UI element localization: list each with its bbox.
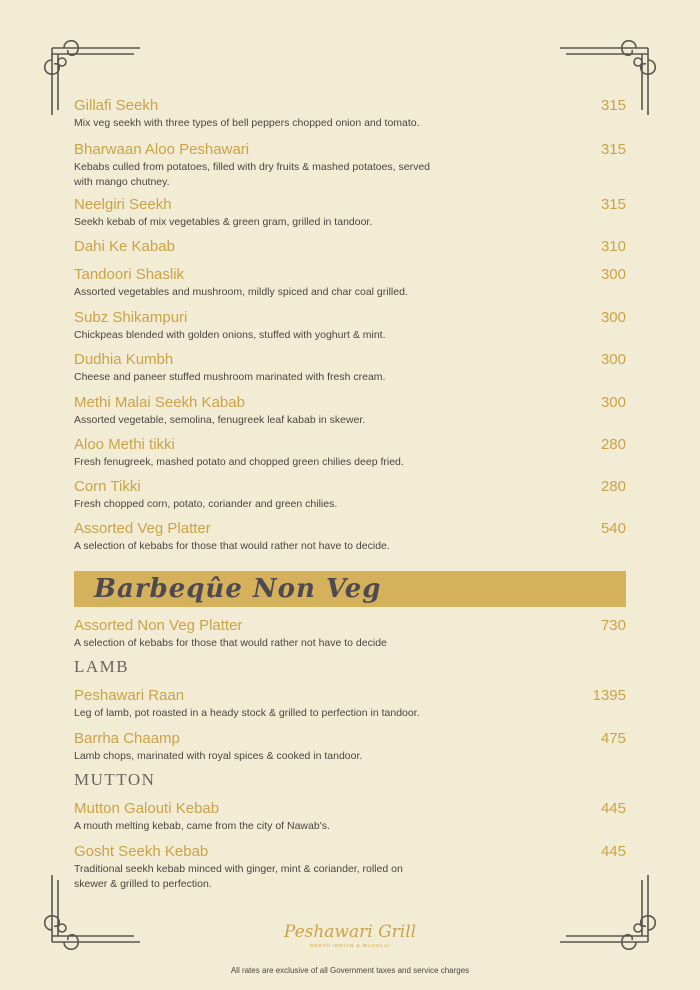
item-name: Assorted Veg Platter: [74, 520, 211, 537]
item-name: Corn Tikki: [74, 478, 141, 495]
item-description: Assorted vegetable, semolina, fenugreek leaf kabab in skewer.: [74, 414, 366, 426]
item-price: 310: [600, 238, 626, 255]
item-description: Kebabs culled from potatoes, filled with dry fruits & mashed potatoes, served with mango chutney.: [74, 161, 431, 188]
item-name: Peshawari Raan: [74, 687, 185, 704]
item-name: Barrha Chaamp: [74, 730, 180, 747]
item-price: 475: [600, 730, 626, 747]
item-name: Methi Malai Seekh Kabab: [74, 394, 245, 411]
item-price: 1395: [592, 687, 626, 704]
logo-tagline: NORTH INDIAN & MUGHLAI: [309, 943, 391, 948]
section-banner-title: Barbeqûe Non Veg: [94, 574, 382, 604]
item-price: 540: [600, 520, 626, 537]
footer-note: All rates are exclusive of all Government taxes and service charges: [230, 966, 470, 975]
item-description: Assorted vegetables and mushroom, mildly spiced and char coal grilled.: [74, 286, 408, 298]
item-description: Chickpeas blended with golden onions, stuffed with yoghurt & mint.: [74, 329, 386, 341]
item-price: 315: [600, 97, 626, 114]
item-description: Leg of lamb, pot roasted in a heady stock & grilled to perfection in tandoor.: [74, 707, 420, 719]
item-name: Mutton Galouti Kebab: [74, 800, 220, 817]
item-name: Assorted Non Veg Platter: [74, 617, 243, 634]
item-price: 300: [600, 309, 626, 326]
item-price: 300: [600, 266, 626, 283]
item-name: Gosht Seekh Kebab: [74, 843, 209, 860]
section-banner: [74, 571, 626, 607]
item-name: Dudhia Kumbh: [74, 351, 174, 368]
item-description: Traditional seekh kebab minced with ginger, mint & coriander, rolled on skewer & grilled to perfection.: [74, 863, 403, 890]
item-price: 280: [600, 478, 626, 495]
item-name: Bharwaan Aloo Peshawari: [74, 141, 250, 158]
item-price: 315: [600, 141, 626, 158]
item-name: Subz Shikampuri: [74, 309, 188, 326]
item-description: Cheese and paneer stuffed mushroom marinated with fresh cream.: [74, 371, 386, 383]
item-price: 445: [600, 843, 626, 860]
item-name: Tandoori Shaslik: [74, 266, 185, 283]
item-description: Fresh fenugreek, mashed potato and chopped green chilies deep fried.: [74, 456, 404, 468]
item-price: 300: [600, 351, 626, 368]
subsection-heading-mutton: MUTTON: [74, 770, 156, 789]
item-description: Seekh kebab of mix vegetables & green gram, grilled in tandoor.: [74, 216, 373, 228]
item-price: 445: [600, 800, 626, 817]
item-name: Neelgiri Seekh: [74, 196, 172, 213]
item-name: Aloo Methi tikki: [74, 436, 175, 453]
item-price: 300: [600, 394, 626, 411]
item-description: Mix veg seekh with three types of bell peppers chopped onion and tomato.: [74, 117, 420, 129]
item-description: Fresh chopped corn, potato, coriander and green chilies.: [74, 498, 338, 510]
item-name: Dahi Ke Kabab: [74, 238, 175, 255]
item-description: Lamb chops, marinated with royal spices & cooked in tandoor.: [74, 750, 363, 762]
item-description: A selection of kebabs for those that would rather not have to decide: [74, 637, 387, 649]
item-price: 280: [600, 436, 626, 453]
item-name: Gillafi Seekh: [74, 97, 159, 114]
item-price: 730: [600, 617, 626, 634]
item-price: 315: [600, 196, 626, 213]
logo-name: Peshawari Grill: [283, 922, 417, 942]
subsection-heading-lamb: LAMB: [74, 657, 130, 676]
item-description: A mouth melting kebab, came from the city of Nawab's.: [74, 820, 330, 832]
restaurant-logo: [0, 922, 700, 950]
item-description: A selection of kebabs for those that would rather not have to decide.: [74, 540, 390, 552]
